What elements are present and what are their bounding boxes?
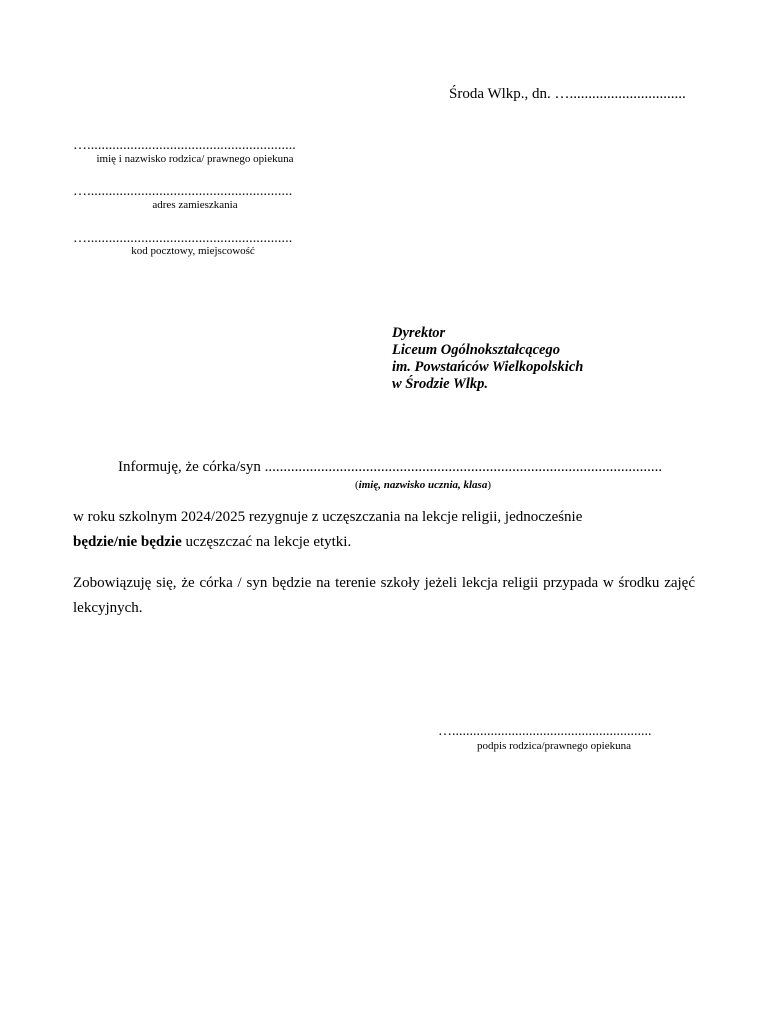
- postal-code-line: ….........................................................: [73, 231, 293, 246]
- postal-code-caption: kod pocztowy, miejscowość: [131, 245, 255, 257]
- signature-line: ….........................................................: [438, 724, 652, 739]
- resignation-line-1: w roku szkolnym 2024/2025 rezygnuje z uczęszczania na lekcje religii, jednocześnie: [73, 509, 583, 525]
- place-date-line: Środa Wlkp., dn. …...............................: [449, 86, 686, 102]
- caption-text: imię, nazwisko ucznia, klasa: [358, 479, 488, 491]
- resignation-paragraph: [73, 505, 698, 555]
- caption-open-paren: (: [355, 479, 359, 491]
- ethics-text: uczęszczać na lekcje etytki.: [181, 534, 352, 550]
- signature-caption: podpis rodzica/prawnego opiekuna: [477, 740, 631, 752]
- address-line: ….........................................................: [73, 184, 293, 199]
- addressee-line-2: Liceum Ogólnokształcącego: [392, 342, 560, 358]
- inform-line: Informuję, że córka/syn ..........................................................................................................: [118, 459, 663, 475]
- addressee-line-1: Dyrektor: [392, 325, 446, 341]
- address-caption: adres zamieszkania: [152, 199, 238, 211]
- parent-name-caption: imię i nazwisko rodzica/ prawnego opiekuna: [96, 153, 294, 165]
- addressee-block: [392, 325, 583, 393]
- resignation-line-2: [73, 530, 698, 555]
- commitment-paragraph: Zobowiązuję się, że córka / syn będzie na terenie szkoły jeżeli lekcja religii przypada w środku zajęć lekcyjnych.: [73, 575, 695, 616]
- will-will-not-choice: będzie/nie będzie: [73, 534, 182, 550]
- parent-name-line: …..........................................................: [73, 138, 296, 153]
- addressee-line-4: w Środzie Wlkp.: [392, 376, 489, 392]
- student-caption: [355, 479, 491, 491]
- caption-close-paren: ): [487, 479, 492, 491]
- addressee-line-3: im. Powstańców Wielkopolskich: [392, 359, 584, 375]
